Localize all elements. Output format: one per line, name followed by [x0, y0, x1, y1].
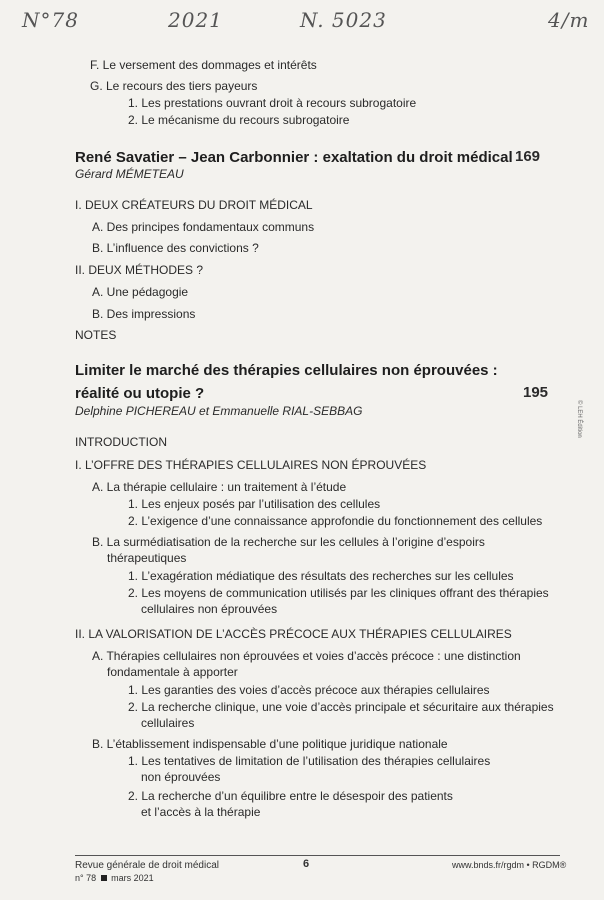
article-author: Delphine PICHEREAU et Emmanuelle RIAL-SEBBAG — [75, 404, 363, 418]
footer-issue — [75, 873, 154, 883]
article-title: réalité ou utopie ? — [75, 385, 205, 402]
toc-item: 1. Les prestations ouvrant droit à recours subrogatoire — [128, 96, 417, 110]
toc-section: II. LA VALORISATION DE L’ACCÈS PRÉCOCE AUX THÉRAPIES CELLULAIRES — [75, 627, 512, 641]
footer-issue-date: mars 2021 — [111, 873, 154, 883]
toc-item: 2. La recherche d’un équilibre entre le désespoir des patients — [128, 789, 453, 803]
side-copyright: © LEH Édition — [576, 400, 582, 438]
article-page-number: 195 — [523, 384, 549, 401]
toc-item: G. Le recours des tiers payeurs — [90, 79, 258, 93]
footer-journal: Revue générale de droit médical — [75, 860, 219, 871]
toc-item: 2. L’exigence d’une connaissance approfondie du fonctionnement des cellules — [128, 514, 543, 528]
toc-item: A. Des principes fondamentaux communs — [92, 220, 315, 234]
toc-section: I. DEUX CRÉATEURS DU DROIT MÉDICAL — [75, 198, 313, 212]
article-author: Gérard MÉMETEAU — [75, 167, 184, 181]
footer-issue-number: n° 78 — [75, 873, 97, 883]
toc-item: A. La thérapie cellulaire : un traitement à l’étude — [92, 480, 347, 494]
article-page-number: 169 — [515, 148, 541, 165]
handwritten-note: 2021 — [168, 8, 223, 32]
footer-site: www.bnds.fr/rgdm • RGDM® — [452, 860, 567, 870]
toc-item: F. Le versement des dommages et intérêts — [90, 58, 317, 72]
toc-item: et l’accès à la thérapie — [141, 805, 261, 819]
toc-section: I. L’OFFRE DES THÉRAPIES CELLULAIRES NON ÉPROUVÉES — [75, 458, 427, 472]
toc-item: B. L’établissement indispensable d’une politique juridique nationale — [92, 737, 448, 751]
toc-section: NOTES — [75, 328, 117, 342]
toc-item: cellulaires — [141, 716, 195, 730]
toc-item: A. Une pédagogie — [92, 285, 189, 299]
square-bullet-icon — [101, 875, 107, 881]
toc-item: thérapeutiques — [107, 551, 187, 565]
toc-item: 1. Les tentatives de limitation de l’utilisation des thérapies cellulaires — [128, 754, 491, 768]
toc-item: A. Thérapies cellulaires non éprouvées et voies d’accès précoce : une distinction — [92, 649, 521, 663]
toc-item: B. Des impressions — [92, 307, 196, 321]
toc-item: cellulaires non éprouvées — [141, 602, 278, 616]
toc-item: B. La surmédiatisation de la recherche sur les cellules à l’origine d’espoirs — [92, 535, 485, 549]
article-title: Limiter le marché des thérapies cellulaires non éprouvées : — [75, 362, 498, 379]
toc-item: 1. L’exagération médiatique des résultats des recherches sur les cellules — [128, 569, 514, 583]
footer-page-number: 6 — [303, 858, 310, 870]
toc-item: non éprouvées — [141, 770, 221, 784]
article-title: René Savatier – Jean Carbonnier : exaltation du droit médical — [75, 149, 513, 166]
handwritten-note: N. 5023 — [300, 8, 387, 32]
toc-item: fondamentale à apporter — [107, 665, 238, 679]
toc-item: 2. La recherche clinique, une voie d’accès principale et sécuritaire aux thérapies — [128, 700, 554, 714]
toc-item: 2. Le mécanisme du recours subrogatoire — [128, 113, 350, 127]
handwritten-note: 4/m — [548, 8, 590, 32]
toc-section: II. DEUX MÉTHODES ? — [75, 263, 204, 277]
toc-item: 2. Les moyens de communication utilisés par les cliniques offrant des thérapies — [128, 586, 549, 600]
toc-item: B. L’influence des convictions ? — [92, 241, 259, 255]
toc-item: 1. Les enjeux posés par l’utilisation des cellules — [128, 497, 381, 511]
toc-item: 1. Les garanties des voies d’accès précoce aux thérapies cellulaires — [128, 683, 490, 697]
footer-rule — [75, 855, 560, 856]
toc-section: INTRODUCTION — [75, 435, 167, 449]
handwritten-note: N°78 — [22, 8, 79, 32]
